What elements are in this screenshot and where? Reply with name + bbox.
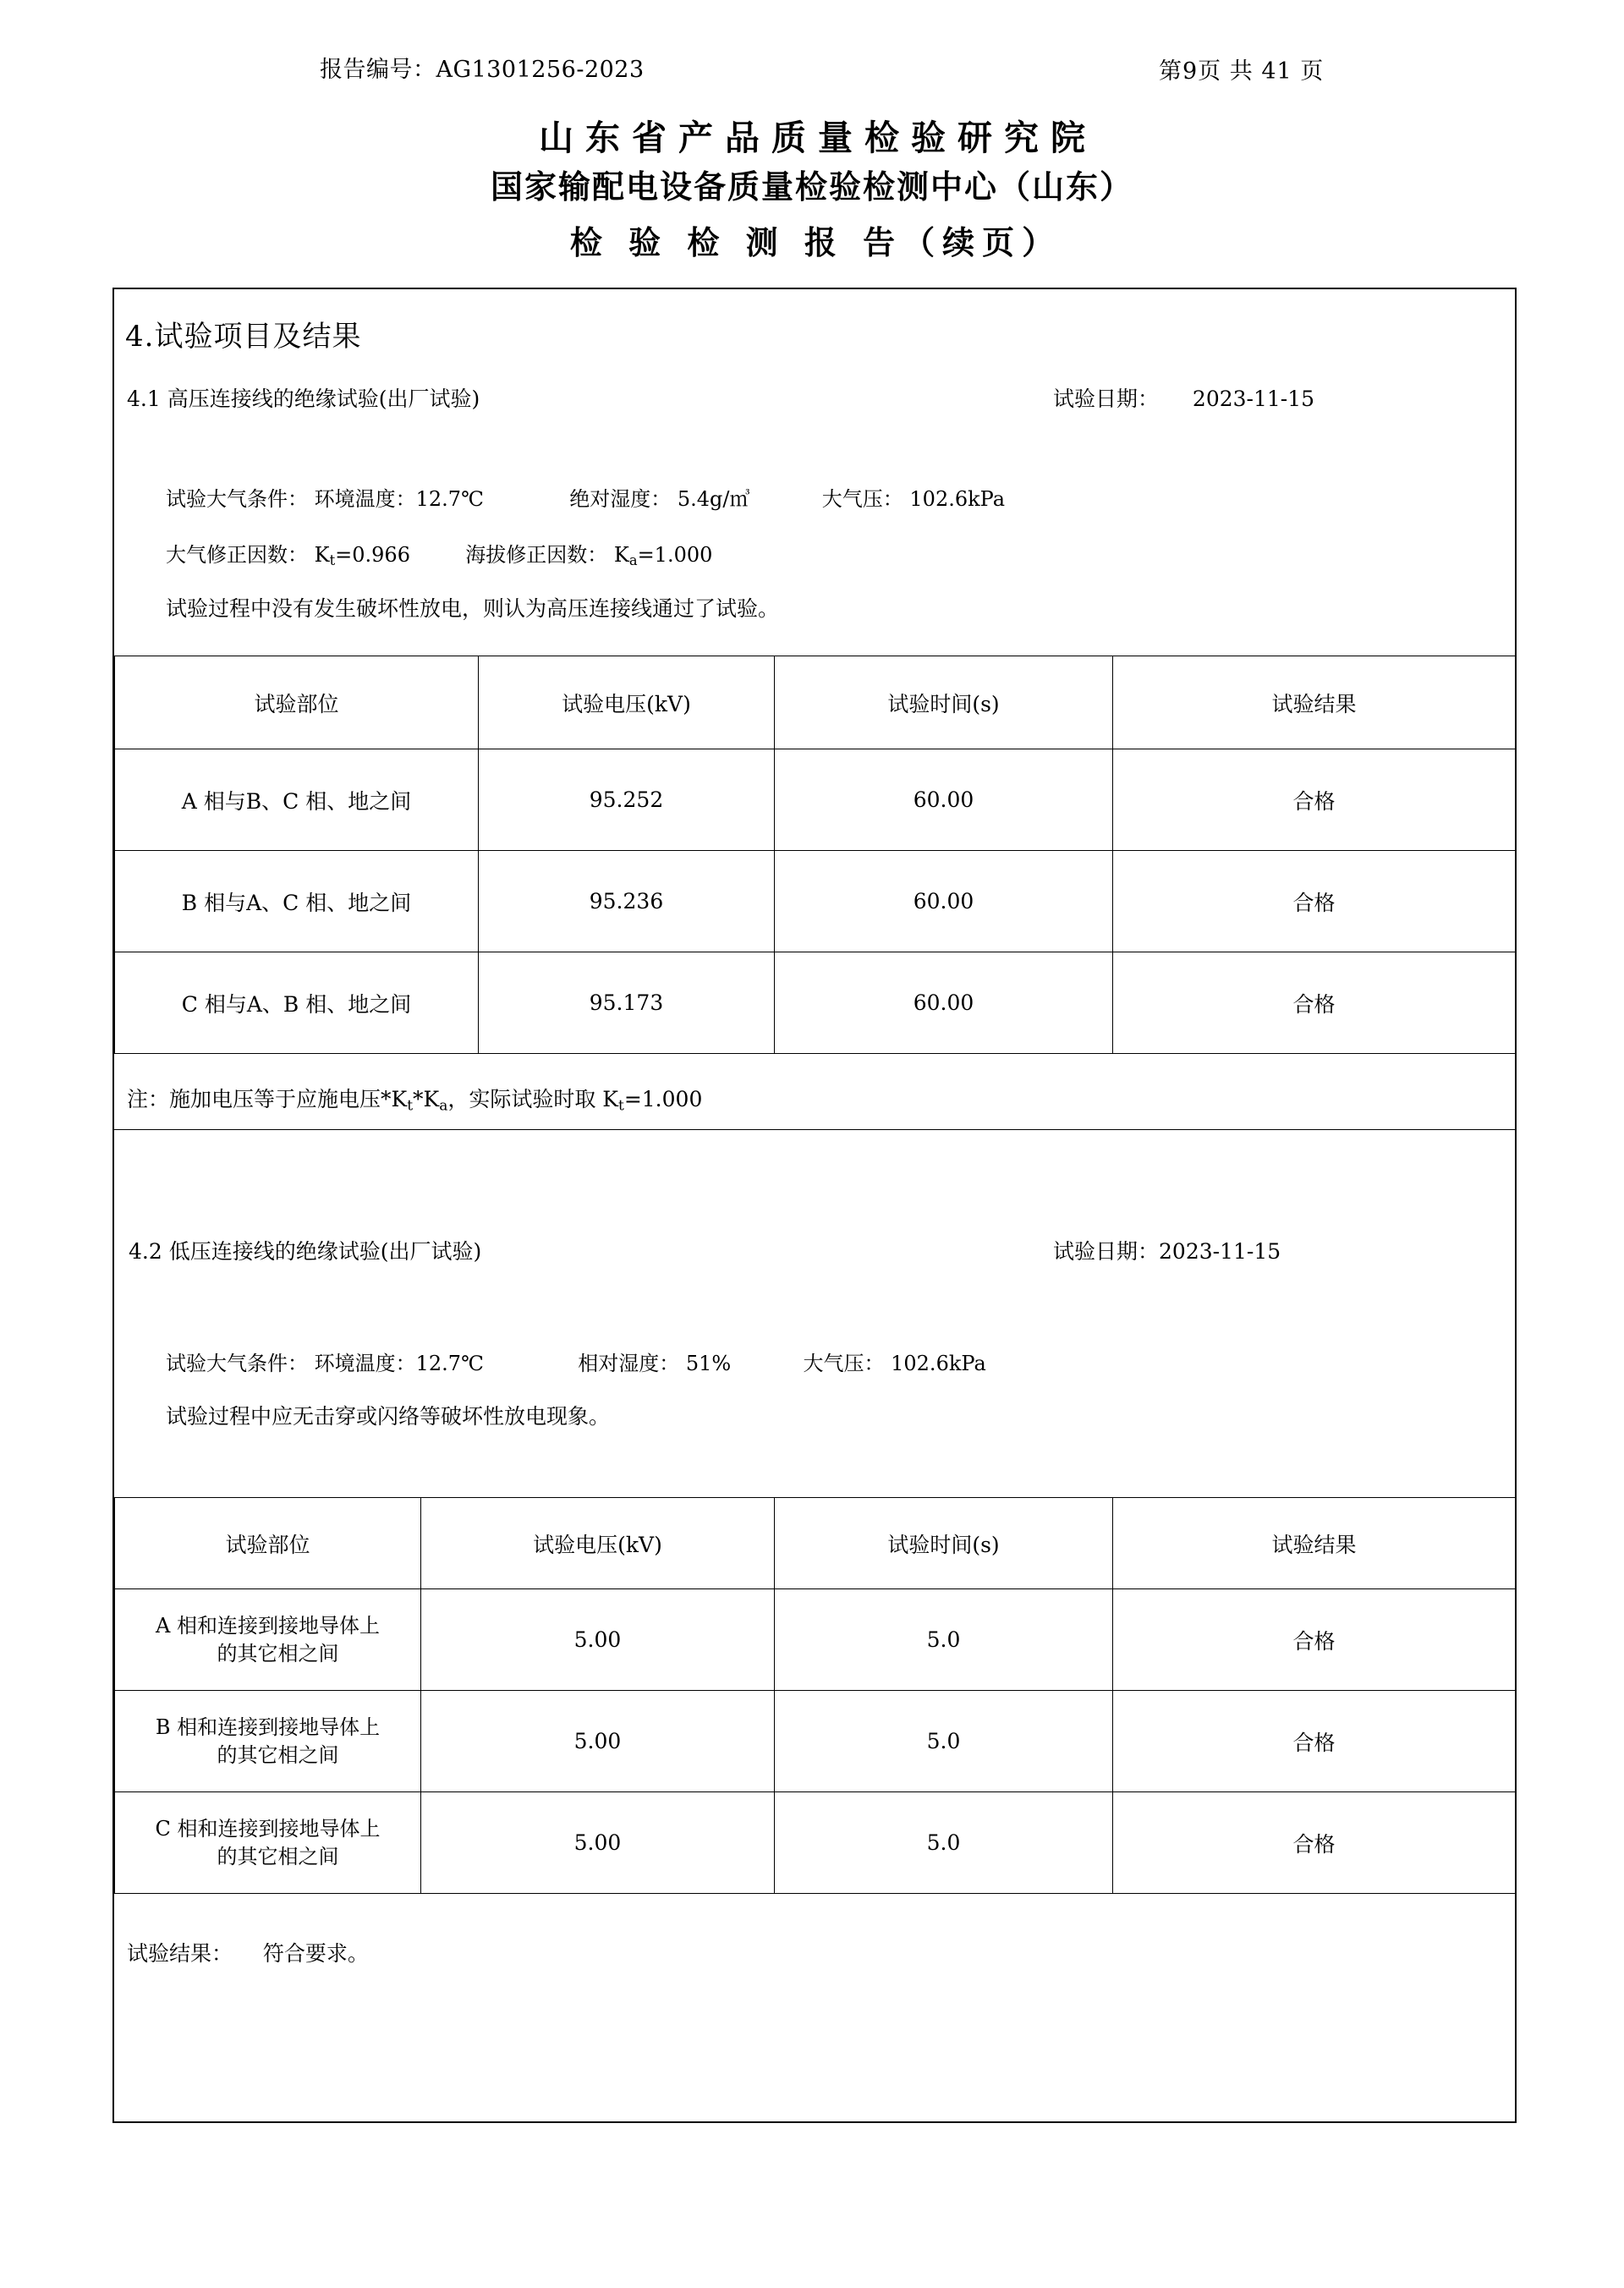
ka-subscript: a	[628, 552, 638, 569]
column-header-part: 试验部位	[115, 656, 479, 749]
column-header-time: 试验时间(s)	[775, 1498, 1113, 1589]
cell-time: 5.0	[775, 1792, 1113, 1894]
table-row	[115, 1691, 1516, 1792]
item-4-1-date-label: 试验日期：	[1053, 387, 1160, 411]
item-4-2-date	[1053, 1235, 1281, 1265]
cell-voltage: 95.252	[479, 749, 775, 851]
cell-part-line1: A 相和连接到接地导体上	[156, 1614, 380, 1638]
table-4-2	[114, 1497, 1516, 1894]
cell-part-line1: C 相和连接到接地导体上	[155, 1817, 381, 1841]
note-end: =1.000	[623, 1087, 703, 1111]
item-4-1-note	[127, 1083, 702, 1114]
note-sub-t1: t	[407, 1097, 414, 1115]
column-header-result: 试验结果	[1113, 1498, 1516, 1589]
report-number-label: 报告编号：	[320, 57, 436, 83]
report-number-value: AG1301256-2023	[436, 57, 645, 83]
item-4-2-statement: 试验过程中应无击穿或闪络等破坏性放电现象。	[166, 1404, 611, 1429]
cell-result: 合格	[1113, 1691, 1516, 1792]
item-4-1-heading: 4.1 高压连接线的绝缘试验(出厂试验)	[127, 387, 480, 411]
table-row	[115, 952, 1516, 1054]
ambient-temperature: 环境温度：12.7℃	[314, 1352, 484, 1375]
cell-part-line2: 的其它相之间	[217, 1742, 339, 1767]
note-prefix: 注：施加电压等于应施电压*K	[127, 1087, 408, 1111]
column-header-time: 试验时间(s)	[775, 656, 1113, 749]
item-4-2-conditions	[166, 1347, 986, 1376]
table-header-row	[115, 1498, 1516, 1589]
note-sub-t2: t	[617, 1097, 624, 1115]
humidity-label: 相对湿度：	[578, 1352, 680, 1375]
cell-time: 60.00	[775, 749, 1113, 851]
pressure-value: 102.6kPa	[891, 1352, 986, 1375]
item-4-2-date-label: 试验日期：	[1053, 1239, 1160, 1264]
column-header-result: 试验结果	[1113, 656, 1516, 749]
column-header-voltage: 试验电压(kV)	[421, 1498, 775, 1589]
table-row	[115, 749, 1516, 851]
note-suffix: ，实际试验时取 K	[447, 1087, 618, 1111]
item-4-1-statement: 试验过程中没有发生破坏性放电，则认为高压连接线通过了试验。	[166, 596, 780, 621]
cell-result: 合格	[1113, 1792, 1516, 1894]
cell-result: 合格	[1113, 749, 1516, 851]
pressure-value: 102.6kPa	[909, 487, 1006, 511]
org-title-line2: 国家输配电设备质量检验检测中心（山东）	[490, 167, 1133, 206]
humidity-value: 5.4g/㎥	[677, 487, 750, 511]
cell-part-line2: 的其它相之间	[217, 1844, 339, 1868]
cell-part	[115, 1589, 421, 1691]
conditions-label: 试验大气条件：	[166, 1352, 308, 1375]
cell-result: 合格	[1113, 952, 1516, 1054]
cell-voltage: 5.00	[421, 1589, 775, 1691]
cell-time: 5.0	[775, 1691, 1113, 1792]
cell-part-line2: 的其它相之间	[217, 1641, 339, 1665]
org-title-line3: 检 验 检 测 报 告（续页）	[569, 223, 1062, 261]
result-label: 试验结果：	[127, 1941, 233, 1966]
kt-value: =0.966	[335, 543, 410, 567]
section-divider	[114, 1129, 1515, 1130]
cell-voltage: 5.00	[421, 1691, 775, 1792]
cell-part: C 相与A、B 相、地之间	[115, 952, 479, 1054]
page-number: 第9页 共 41 页	[1159, 58, 1325, 85]
humidity-label: 绝对湿度：	[569, 487, 672, 511]
result-value: 符合要求。	[262, 1941, 369, 1966]
column-header-voltage: 试验电压(kV)	[479, 656, 775, 749]
table-row	[115, 851, 1516, 952]
ka-symbol: K	[613, 543, 629, 567]
item-4-1-date-value: 2023-11-15	[1192, 387, 1315, 411]
note-mid: *K	[413, 1087, 440, 1111]
cell-time: 5.0	[775, 1589, 1113, 1691]
ambient-temperature: 环境温度：12.7℃	[314, 487, 484, 511]
item-4-1-date	[1053, 382, 1314, 413]
ka-value: =1.000	[637, 543, 713, 567]
table-row	[115, 1589, 1516, 1691]
table-row	[115, 1792, 1516, 1894]
cell-part	[115, 1792, 421, 1894]
cell-part: A 相与B、C 相、地之间	[115, 749, 479, 851]
item-4-2-date-value: 2023-11-15	[1159, 1239, 1281, 1264]
kt-subscript: t	[329, 552, 336, 569]
item-4-2-heading: 4.2 低压连接线的绝缘试验(出厂试验)	[129, 1239, 482, 1264]
altitude-factor-label: 海拔修正因数：	[465, 543, 608, 567]
conditions-label: 试验大气条件：	[166, 487, 308, 511]
cell-result: 合格	[1113, 1589, 1516, 1691]
cell-time: 60.00	[775, 952, 1113, 1054]
table-header-row	[115, 656, 1516, 749]
report-number	[320, 51, 645, 84]
item-4-1-correction-factors	[166, 538, 712, 568]
humidity-value: 51%	[685, 1352, 732, 1375]
column-header-part: 试验部位	[115, 1498, 421, 1589]
cell-part: B 相与A、C 相、地之间	[115, 851, 479, 952]
org-title-line1: 山东省产品质量检验研究院	[539, 118, 1097, 158]
section-title: 4.试验项目及结果	[125, 320, 362, 354]
item-4-1-conditions	[166, 482, 1005, 512]
cell-part-line1: B 相和连接到接地导体上	[155, 1715, 381, 1740]
cell-voltage: 95.173	[479, 952, 775, 1054]
cell-voltage: 95.236	[479, 851, 775, 952]
pressure-label: 大气压：	[821, 487, 903, 511]
cell-voltage: 5.00	[421, 1792, 775, 1894]
pressure-label: 大气压：	[803, 1352, 885, 1375]
kt-symbol: K	[314, 543, 330, 567]
cell-result: 合格	[1113, 851, 1516, 952]
cell-time: 60.00	[775, 851, 1113, 952]
atmos-factor-label: 大气修正因数：	[166, 543, 308, 567]
item-4-2-result	[127, 1937, 369, 1967]
table-4-1	[114, 656, 1516, 1054]
cell-part	[115, 1691, 421, 1792]
note-sub-a: a	[439, 1097, 448, 1115]
